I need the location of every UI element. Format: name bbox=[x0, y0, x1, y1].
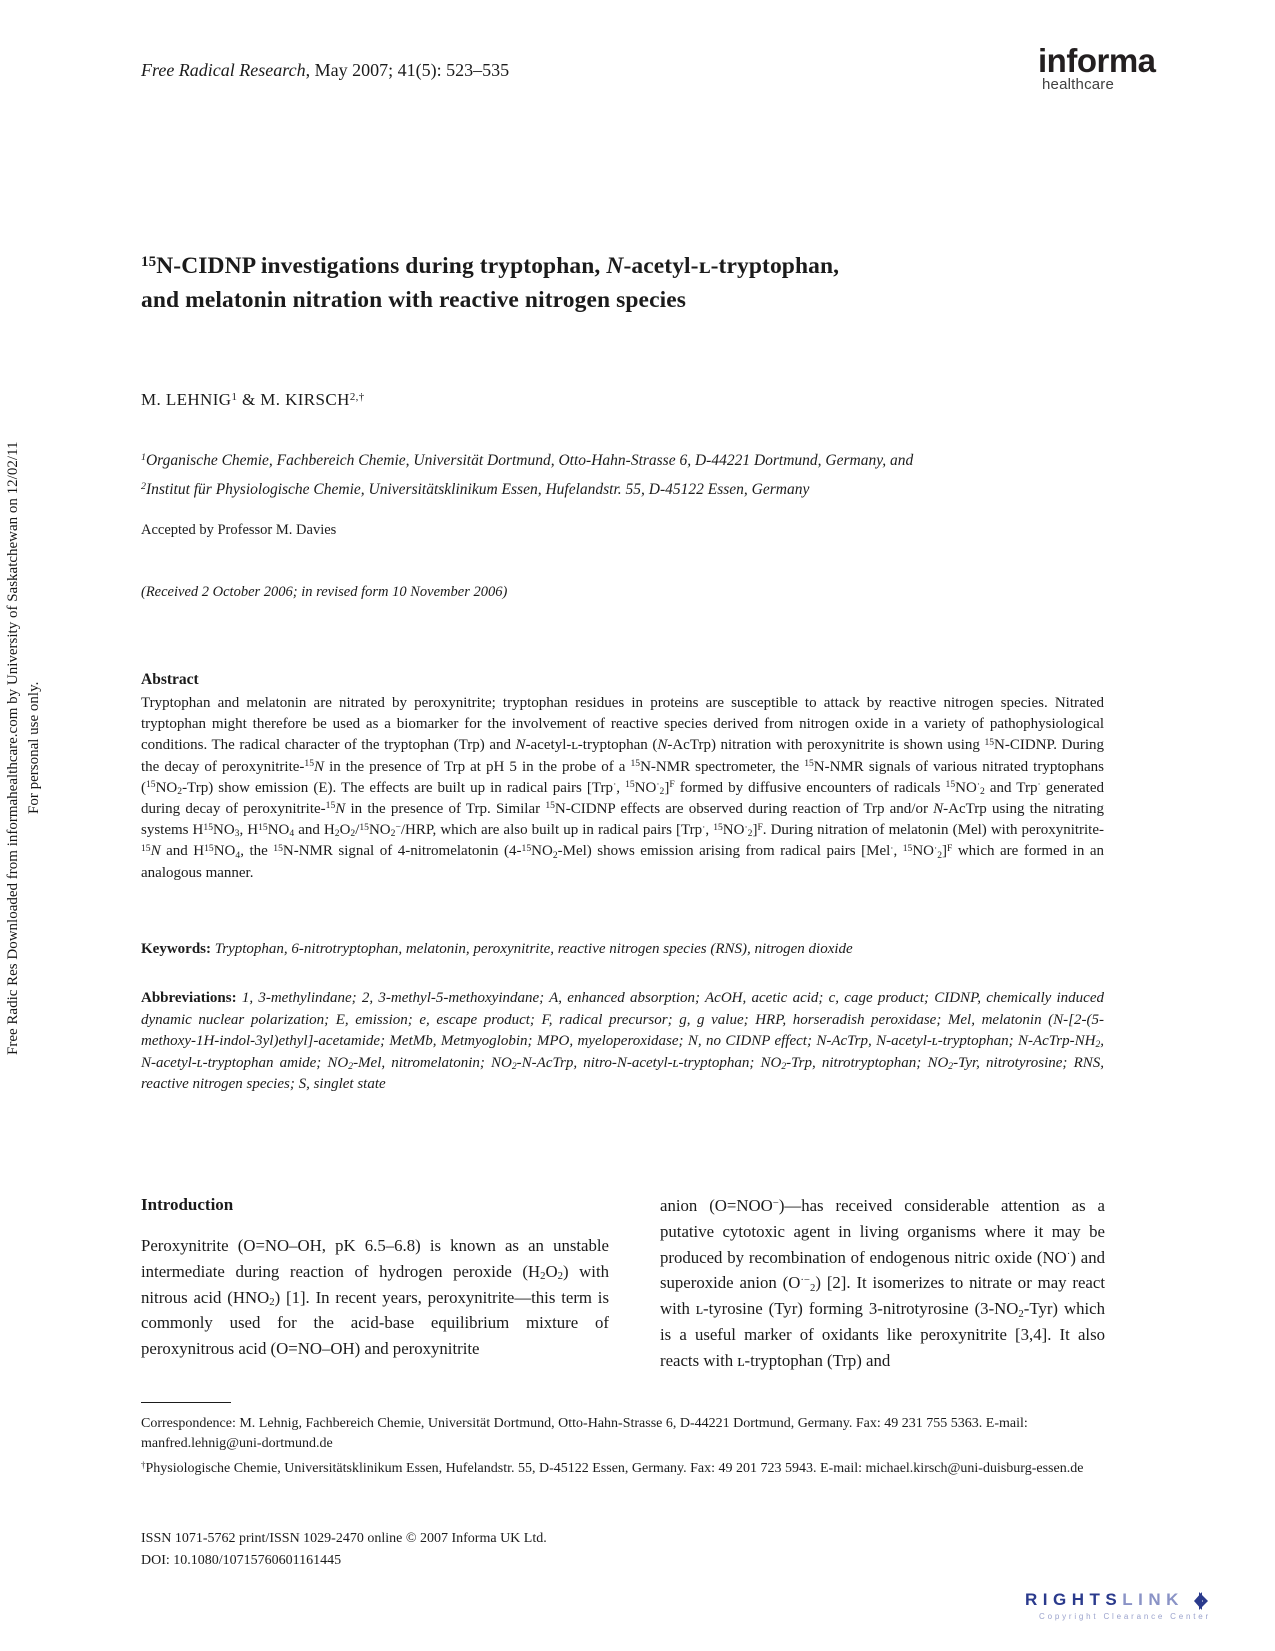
affiliations bbox=[141, 447, 913, 504]
doi-line: DOI: 10.1080/10715760601161445 bbox=[141, 1553, 342, 1568]
footnote-divider bbox=[141, 1402, 231, 1403]
rightslink-link-text: LINK bbox=[1122, 1590, 1184, 1609]
download-watermark bbox=[3, 382, 45, 1114]
intro-column-left bbox=[141, 1193, 609, 1362]
correspondence-footnote: Correspondence: M. Lehnig, Fachbereich Chemie, Universität Dortmund, Otto-Hahn-Strasse 6, D-44221 Dortmund, Germany. Fax: 49 231 755 5363. E-mail: manfred.lehnig@uni-dortmund.de bbox=[141, 1416, 1028, 1451]
dagger-footnote: †Physiologische Chemie, Universitätsklinikum Essen, Hufelandstr. 55, D-45122 Essen, Germany. Fax: 49 201 723 5943. E-mail: michael.kirsch@uni-duisburg-essen.de bbox=[141, 1459, 1084, 1476]
authors-line: M. LEHNIG$^1$ & M. $KIRSCH^{2,\dagger}$ bbox=[141, 390, 365, 409]
download-watermark-line1: Free Radic Res Downloaded from informahealthcare.com by University of Saskatchewan on 12/02/11 bbox=[5, 441, 21, 1055]
intro-paragraph-left: Peroxynitrite (O=NO–OH, pK 6.5–6.8) is known as an unstable intermediate during reaction of hydrogen peroxide $(H_2O_2)$ with nitrous acid $(HNO_2)$ [1]. In recent years, peroxynitrite—this term is commonly used for the acid-base equilibrium mixture of peroxynitrous acid (O=NO–OH) and peroxynitrite bbox=[141, 1236, 609, 1359]
journal-citation: Free Radical Research, May 2007; 41(5): 523–535 bbox=[141, 60, 510, 80]
rightslink-logo[interactable] bbox=[1025, 1590, 1211, 1621]
article-title-line2: and melatonin nitration with reactive nitrogen species bbox=[141, 286, 687, 313]
rightslink-subtitle: Copyright Clearance Center bbox=[1039, 1612, 1211, 1621]
abstract-heading: Abstract bbox=[141, 671, 199, 688]
issn-line: ISSN 1071-5762 print/ISSN 1029-2470 online © 2007 Informa UK Ltd. bbox=[141, 1531, 547, 1546]
affiliation-line-1: $^1$Organische Chemie, Fachbereich Chemie, Universität Dortmund, Otto-Hahn-Strasse 6, D-44221 Dortmund, Germany, and bbox=[141, 452, 914, 469]
download-watermark-line2: For personal use only. bbox=[26, 681, 42, 815]
rightslink-arrow-icon bbox=[1186, 1592, 1208, 1610]
informa-tagline: healthcare bbox=[1042, 76, 1115, 93]
keywords-section bbox=[141, 941, 1104, 958]
informa-wordmark: informa bbox=[1038, 42, 1156, 79]
introduction-heading: Introduction bbox=[141, 1195, 234, 1214]
affiliation-line-2: $^2$Institut für Physiologische Chemie, Universitätsklinikum Essen, Hufelandstr. 55, D-45122 Essen, Germany bbox=[141, 480, 810, 498]
keywords-label: Keywords: bbox=[141, 941, 211, 957]
abbreviations-text: 1, 3-methylindane; 2, 3-methyl-5-methoxyindane; A, enhanced absorption; AcOH, acetic acid; c, cage product; CIDNP, chemically induced dynamic nuclear polarization; E, emission; e, escape product; F, radical precursor; g, g value; HRP, horseradish peroxidase; Mel, melatonin (N-[2-(5-methoxy-1H-indol-3yl)ethyl]-acetamide; MetMb, Metmyoglobin; MPO, myeloperoxidase; N, no CIDNP effect; N-AcTrp, N-acetyl-ʟ-tryptophan; $N-AcTrp-NH_2$, N-acetyl-ʟ-tryptophan amide; $NO_2$-Mel, nitromelatonin; $NO_2-N$-AcTrp, nitro-N-acetyl-ʟ-tryptophan; $NO_2$-Trp, nitrotryptophan; $NO_2$-Tyr, nitrotyrosine; RNS, reactive nitrogen species; S, singlet state bbox=[141, 990, 1104, 1092]
informa-logo bbox=[1038, 44, 1156, 93]
accepted-note: Accepted by Professor M. Davies bbox=[141, 522, 337, 538]
intro-column-right bbox=[660, 1193, 1105, 1374]
rightslink-wordmark bbox=[1025, 1590, 1211, 1610]
keywords-text: Tryptophan, 6-nitrotryptophan, melatonin, peroxynitrite, reactive nitrogen species (RNS), nitrogen dioxide bbox=[214, 941, 853, 957]
received-note: (Received 2 October 2006; in revised form 10 November 2006) bbox=[141, 584, 508, 600]
abbreviations-section bbox=[141, 988, 1104, 1096]
abstract-text: Tryptophan and melatonin are nitrated by peroxynitrite; tryptophan residues in proteins are susceptible to attack by reactive nitrogen species. Nitrated tryptophan might therefore be used as a biomarker for the involvement of reactive species derived from nitrogen oxide in a variety of pathophysiological conditions. The radical character of the tryptophan (Trp) and N-acetyl-ʟ-tryptophan (N-AcTrp) nitration with peroxynitrite is shown using $^{15}$N-CIDNP. During the decay of peroxynitrite-$^{15}$N in the presence of Trp at pH 5 in the probe of a $^{15}$N-NMR spectrometer, the $^{15}$N-NMR signals of various nitrated tryptophans $(^{15}NO_2-Trp)$ show emission (E). The effects are built up in radical pairs [Trp·, $^{15}NO^\cdot_2]^F$ formed by diffusive encounters of radicals $^{15}NO^\cdot_2$ and Trp· generated during decay of peroxynitrite-$^{15}$N in the presence of Trp. Similar $^{15}$N-CIDNP effects are observed during reaction of Trp and/or N-AcTrp using the nitrating systems $H^{15}NO_3$, $H^{15}NO_4$ and $H_2O_2/^{15}NO_2^-$/HRP, which are also built up in radical pairs [Trp·, $^{15}NO^\cdot_2]^F$. During nitration of melatonin (Mel) with peroxynitrite-$^{15}$N and $H^{15}NO_4$, the $^{15}$N-NMR signal of 4-nitromelatonin $(4-^{15}NO_2-Mel)$ shows emission arising from radical pairs [Mel·, $^{15}NO^\cdot_2]^F$ which are formed in an analogous manner. bbox=[141, 695, 1105, 881]
publisher-info bbox=[141, 1528, 547, 1572]
rightslink-rights-text: RIGHTS bbox=[1025, 1590, 1123, 1609]
article-title bbox=[141, 250, 1151, 317]
article-title-line1: $^{15}$N-CIDNP investigations during tryptophan, N-acetyl-ʟ-tryptophan, bbox=[141, 253, 840, 279]
abbreviations-label: Abbreviations: bbox=[141, 990, 237, 1006]
intro-paragraph-right: anion (O=NOO−)—has received considerable attention as a putative cytotoxic agent in living organisms where it may be produced by recombination of endogenous nitric oxide (NO·) and superoxide anion $(O^{\cdot-}_2)$ [2]. It isomerizes to nitrate or may react with ʟ-tyrosine (Tyr) forming 3-nitrotyrosine $(3-NO_2-Tyr)$ which is a useful marker of oxidants like peroxynitrite [3,4]. It also reacts with ʟ-tryptophan (Trp) and bbox=[660, 1196, 1105, 1370]
